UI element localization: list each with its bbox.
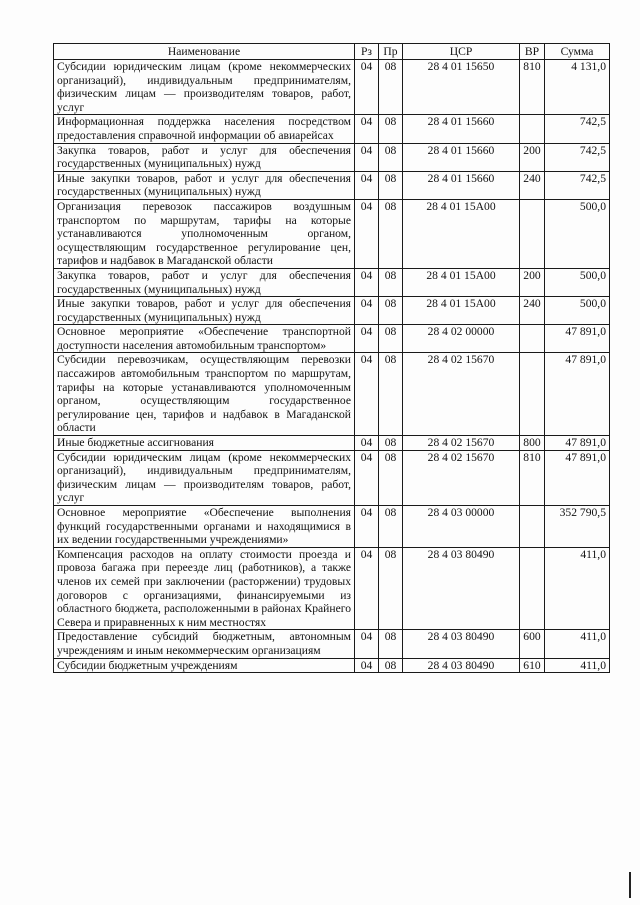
cell-csr: 28 4 01 15660 <box>403 115 520 143</box>
table-row <box>54 658 610 673</box>
cell-pr: 08 <box>379 547 403 630</box>
cell-pr: 08 <box>379 506 403 548</box>
cell-rz: 04 <box>355 115 379 143</box>
cell-name: Компенсация расходов на оплату стоимости проезда и провоза багажа при переезде лиц (работников), а также членов их семей при заключении (расторжении) трудовых договоров с организациями, финансируемыми из областного бюджета, расположенными в районах Крайнего Севера и приравненных к ним местностях <box>54 547 355 630</box>
cell-rz: 04 <box>355 268 379 296</box>
cell-sum: 47 891,0 <box>545 436 610 451</box>
table-row <box>54 436 610 451</box>
cell-vr: 200 <box>520 268 545 296</box>
cell-csr: 28 4 01 15А00 <box>403 199 520 268</box>
cell-csr: 28 4 03 00000 <box>403 506 520 548</box>
cell-csr: 28 4 02 15670 <box>403 436 520 451</box>
cell-vr <box>520 115 545 143</box>
cell-vr <box>520 325 545 353</box>
cell-rz: 04 <box>355 630 379 658</box>
table-row <box>54 506 610 548</box>
cell-csr: 28 4 01 15650 <box>403 60 520 115</box>
cell-vr: 800 <box>520 436 545 451</box>
cell-rz: 04 <box>355 450 379 505</box>
cell-sum: 411,0 <box>545 630 610 658</box>
cell-csr: 28 4 01 15660 <box>403 143 520 171</box>
header-sum: Сумма <box>545 44 610 60</box>
cell-vr: 810 <box>520 60 545 115</box>
cell-vr: 600 <box>520 630 545 658</box>
table-row <box>54 143 610 171</box>
cell-csr: 28 4 03 80490 <box>403 658 520 673</box>
header-name: Наименование <box>54 44 355 60</box>
cell-name: Основное мероприятие «Обеспечение выполнения функций государственными органами и находящимися в их ведении государственными учреждениями» <box>54 506 355 548</box>
cell-csr: 28 4 01 15660 <box>403 171 520 199</box>
cell-vr: 610 <box>520 658 545 673</box>
cell-name: Иные бюджетные ассигнования <box>54 436 355 451</box>
cell-pr: 08 <box>379 199 403 268</box>
cell-name: Иные закупки товаров, работ и услуг для обеспечения государственных (муниципальных) нужд <box>54 297 355 325</box>
cell-vr: 240 <box>520 297 545 325</box>
table-row <box>54 199 610 268</box>
cell-pr: 08 <box>379 436 403 451</box>
cell-csr: 28 4 02 15670 <box>403 450 520 505</box>
table-row <box>54 547 610 630</box>
table-row <box>54 268 610 296</box>
cell-name: Предоставление субсидий бюджетным, автономным учреждениям и иным некоммерческим организациям <box>54 630 355 658</box>
cell-csr: 28 4 02 00000 <box>403 325 520 353</box>
budget-table <box>53 43 610 673</box>
cell-pr: 08 <box>379 450 403 505</box>
table-row <box>54 630 610 658</box>
table-row <box>54 115 610 143</box>
cell-name: Информационная поддержка населения посредством предоставления справочной информации об авиарейсах <box>54 115 355 143</box>
cell-vr: 200 <box>520 143 545 171</box>
cell-sum: 742,5 <box>545 115 610 143</box>
cell-rz: 04 <box>355 325 379 353</box>
cell-name: Субсидии юридическим лицам (кроме некоммерческих организаций), индивидуальным предпринимателям, физическим лицам — производителям товаров, работ, услуг <box>54 450 355 505</box>
cell-name: Организация перевозок пассажиров воздушным транспортом по маршрутам, тарифы на которые устанавливаются уполномоченным органом, осуществляющим государственное регулирование цен, тарифов и надбавок в Магаданской области <box>54 199 355 268</box>
cell-name: Основное мероприятие «Обеспечение транспортной доступности населения автомобильным транспортом» <box>54 325 355 353</box>
table-row <box>54 171 610 199</box>
cell-pr: 08 <box>379 171 403 199</box>
table-row <box>54 325 610 353</box>
cell-csr: 28 4 01 15А00 <box>403 297 520 325</box>
table-row <box>54 297 610 325</box>
table-row <box>54 60 610 115</box>
cell-pr: 08 <box>379 353 403 436</box>
cell-name: Субсидии перевозчикам, осуществляющим перевозки пассажиров автомобильным транспортом по маршрутам, тарифы на которые устанавливаются уполномоченным органом, осуществляющим государственное регулирование цен, тарифов и надбавок в Магаданской области <box>54 353 355 436</box>
cell-rz: 04 <box>355 171 379 199</box>
cell-csr: 28 4 03 80490 <box>403 547 520 630</box>
cell-rz: 04 <box>355 436 379 451</box>
page-edge-mark <box>629 872 631 898</box>
cell-rz: 04 <box>355 353 379 436</box>
cell-name: Субсидии бюджетным учреждениям <box>54 658 355 673</box>
cell-sum: 411,0 <box>545 547 610 630</box>
cell-pr: 08 <box>379 297 403 325</box>
cell-pr: 08 <box>379 115 403 143</box>
cell-sum: 742,5 <box>545 171 610 199</box>
cell-pr: 08 <box>379 268 403 296</box>
cell-rz: 04 <box>355 297 379 325</box>
cell-rz: 04 <box>355 506 379 548</box>
cell-rz: 04 <box>355 60 379 115</box>
cell-vr <box>520 199 545 268</box>
cell-sum: 742,5 <box>545 143 610 171</box>
cell-sum: 352 790,5 <box>545 506 610 548</box>
cell-pr: 08 <box>379 143 403 171</box>
cell-rz: 04 <box>355 547 379 630</box>
cell-vr <box>520 506 545 548</box>
header-vr: ВР <box>520 44 545 60</box>
table-row <box>54 450 610 505</box>
cell-csr: 28 4 01 15А00 <box>403 268 520 296</box>
cell-name: Закупка товаров, работ и услуг для обеспечения государственных (муниципальных) нужд <box>54 143 355 171</box>
cell-rz: 04 <box>355 143 379 171</box>
cell-csr: 28 4 02 15670 <box>403 353 520 436</box>
header-csr: ЦСР <box>403 44 520 60</box>
cell-pr: 08 <box>379 325 403 353</box>
header-rz: Рз <box>355 44 379 60</box>
cell-vr: 810 <box>520 450 545 505</box>
cell-vr <box>520 353 545 436</box>
cell-vr: 240 <box>520 171 545 199</box>
cell-vr <box>520 547 545 630</box>
cell-sum: 47 891,0 <box>545 450 610 505</box>
table-header-row <box>54 44 610 60</box>
cell-sum: 500,0 <box>545 297 610 325</box>
cell-rz: 04 <box>355 658 379 673</box>
cell-sum: 47 891,0 <box>545 353 610 436</box>
cell-sum: 4 131,0 <box>545 60 610 115</box>
cell-name: Закупка товаров, работ и услуг для обеспечения государственных (муниципальных) нужд <box>54 268 355 296</box>
header-pr: Пр <box>379 44 403 60</box>
cell-name: Иные закупки товаров, работ и услуг для обеспечения государственных (муниципальных) нужд <box>54 171 355 199</box>
cell-pr: 08 <box>379 630 403 658</box>
cell-pr: 08 <box>379 658 403 673</box>
cell-sum: 411,0 <box>545 658 610 673</box>
cell-sum: 47 891,0 <box>545 325 610 353</box>
cell-name: Субсидии юридическим лицам (кроме некоммерческих организаций), индивидуальным предпринимателям, физическим лицам — производителям товаров, работ, услуг <box>54 60 355 115</box>
cell-sum: 500,0 <box>545 199 610 268</box>
cell-pr: 08 <box>379 60 403 115</box>
cell-csr: 28 4 03 80490 <box>403 630 520 658</box>
cell-sum: 500,0 <box>545 268 610 296</box>
table-row <box>54 353 610 436</box>
cell-rz: 04 <box>355 199 379 268</box>
